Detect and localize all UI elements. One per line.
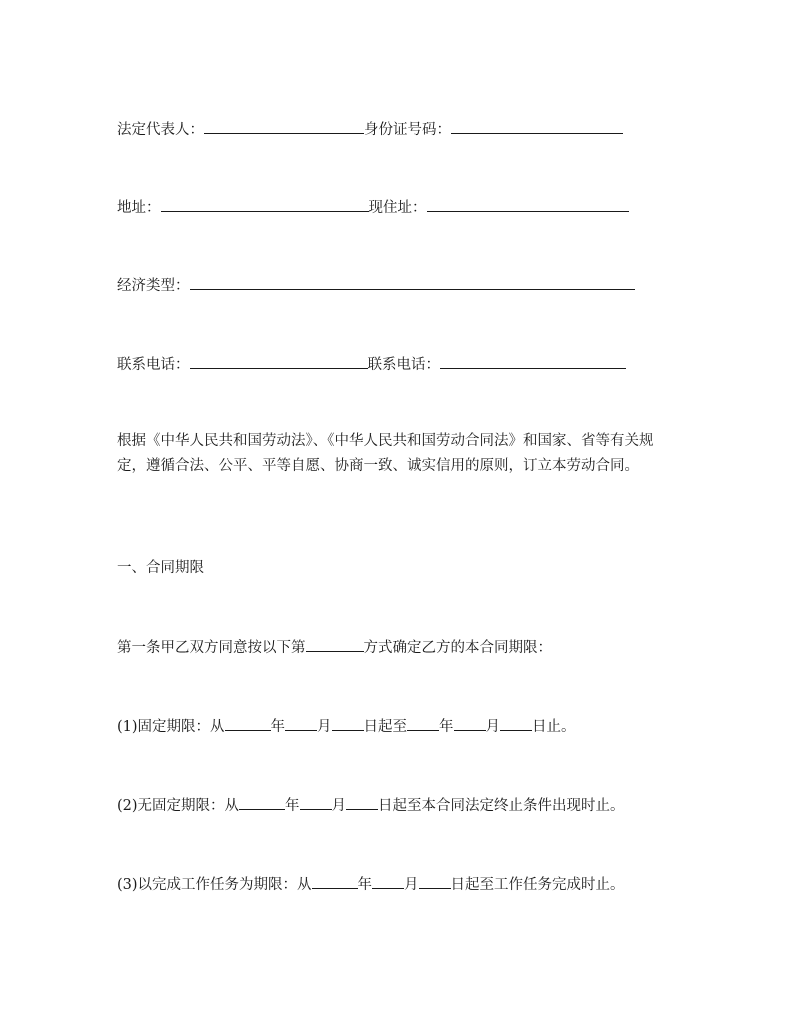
option-1-start-month-blank[interactable] <box>285 716 317 731</box>
address-blank[interactable] <box>161 197 369 212</box>
legal-rep-label: 法定代表人： <box>117 122 204 138</box>
month-label: 月 <box>317 719 332 735</box>
option-2-suffix: 日起至本合同法定终止条件出现时止。 <box>378 798 625 814</box>
id-number-blank[interactable] <box>451 119 623 134</box>
option-1-end-year-blank[interactable] <box>407 716 439 731</box>
current-address-blank[interactable] <box>427 197 629 212</box>
option-2-day-blank[interactable] <box>346 795 378 810</box>
option-1-end-month-blank[interactable] <box>454 716 486 731</box>
month-label: 月 <box>485 719 501 735</box>
economic-type-blank[interactable] <box>190 275 635 290</box>
option-2-month-blank[interactable] <box>300 795 332 810</box>
option-3-day-blank[interactable] <box>419 874 451 889</box>
economic-type-label: 经济类型： <box>117 278 190 294</box>
article-1-line <box>117 637 552 657</box>
option-1-end-day-blank[interactable] <box>500 716 532 731</box>
month-label: 月 <box>331 798 347 814</box>
legal-rep-blank[interactable] <box>204 119 364 134</box>
option-3-year-blank[interactable] <box>312 874 358 889</box>
address-line <box>117 197 629 217</box>
address-label: 地址： <box>117 200 161 216</box>
day-end-label: 日止。 <box>532 719 576 735</box>
phone-line <box>117 354 626 374</box>
intro-paragraph: 根据《中华人民共和国劳动法》、《中华人民共和国劳动合同法》和国家、省等有关规定，遵循合法、公平、平等自愿、协商一致、诚实信用的原则，订立本劳动合同。 <box>117 433 654 474</box>
option-3-prefix: (3)以完成工作任务为期限：从 <box>117 877 312 893</box>
id-number-label: 身份证号码： <box>364 122 451 138</box>
year-label: 年 <box>270 719 286 735</box>
open-term-option <box>117 795 625 815</box>
option-3-suffix: 日起至工作任务完成时止。 <box>450 877 625 893</box>
article-1-prefix: 第一条甲乙双方同意按以下第 <box>117 640 306 656</box>
current-address-label: 现住址： <box>368 200 427 216</box>
section-heading: 一、合同期限 <box>117 560 204 576</box>
option-3-month-blank[interactable] <box>372 874 404 889</box>
year-label: 年 <box>357 877 373 893</box>
year-label: 年 <box>439 719 454 735</box>
option-1-start-day-blank[interactable] <box>332 716 364 731</box>
phone-blank-1[interactable] <box>190 354 368 369</box>
legal-rep-line <box>117 119 623 139</box>
option-2-year-blank[interactable] <box>239 795 285 810</box>
task-term-option <box>117 874 625 894</box>
article-1-suffix: 方式确定乙方的本合同期限： <box>363 640 552 656</box>
month-label: 月 <box>404 877 419 893</box>
option-2-prefix: (2)无固定期限：从 <box>117 798 240 814</box>
day-from-label: 日起至 <box>363 719 408 735</box>
option-1-start-year-blank[interactable] <box>225 716 271 731</box>
option-1-prefix: (1)固定期限：从 <box>117 719 225 735</box>
term-method-blank[interactable] <box>306 637 364 652</box>
phone-label-2: 联系电话： <box>367 357 440 373</box>
year-label: 年 <box>285 798 300 814</box>
economic-type-line <box>117 275 635 295</box>
phone-blank-2[interactable] <box>440 354 626 369</box>
phone-label-1: 联系电话： <box>117 357 190 373</box>
fixed-term-option <box>117 716 576 736</box>
